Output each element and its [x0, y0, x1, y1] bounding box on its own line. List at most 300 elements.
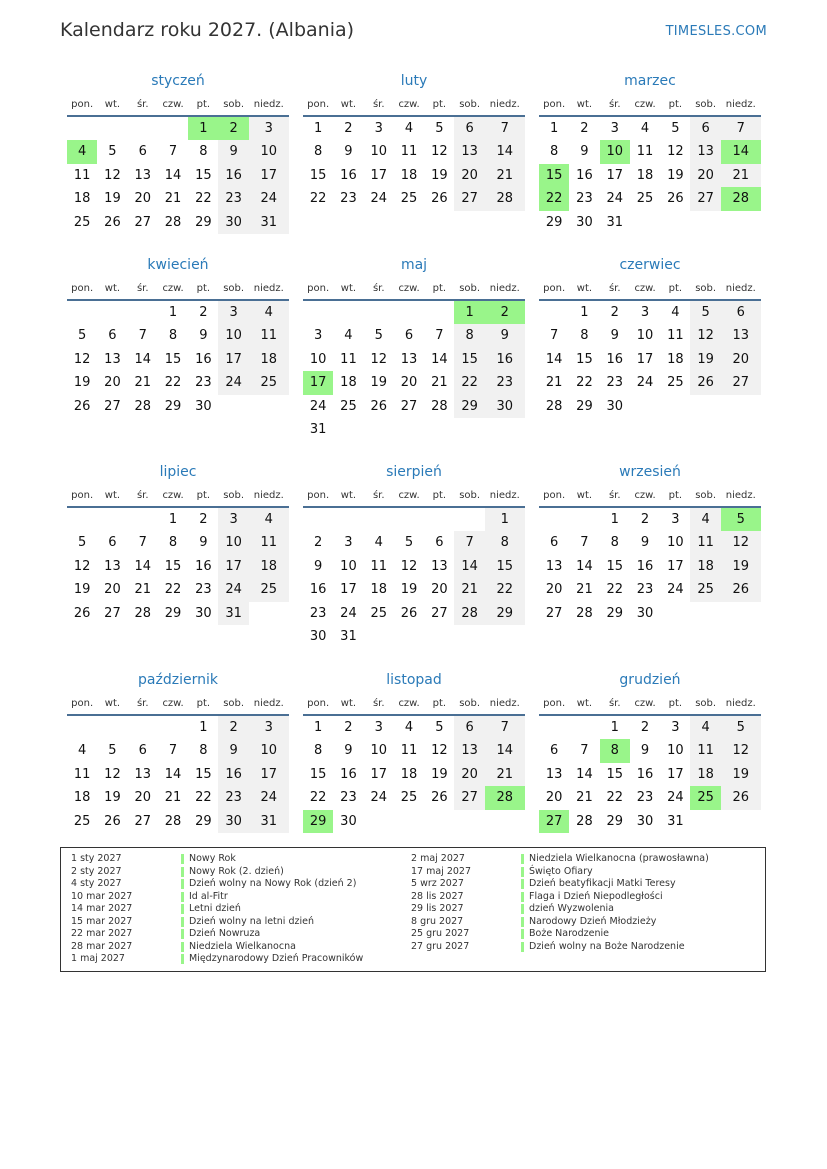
day-cell: 14 [721, 140, 761, 163]
day-cell: 24 [667, 582, 684, 598]
day-cell: 2 [485, 301, 525, 324]
day-cell: 27 [431, 605, 448, 621]
weekday-label: wt. [340, 698, 357, 709]
day-cell: 10 [370, 743, 388, 759]
holiday-color-marker [181, 954, 184, 964]
day-cell: 9 [610, 328, 619, 344]
day-cell: 3 [671, 512, 680, 527]
day-cell: 24 [218, 578, 248, 601]
weekday-label: śr. [608, 283, 621, 294]
day-cell: 29 [195, 214, 212, 230]
day-cell: 2 [314, 535, 323, 551]
holiday-color-marker [181, 917, 184, 927]
weekday-label: czw. [634, 698, 656, 709]
day-cell: 20 [690, 164, 720, 187]
weekday-label: niedz. [725, 99, 756, 110]
weekday-label: pt. [196, 283, 211, 294]
empty-cell [539, 716, 569, 739]
weekday-label: pt. [432, 283, 447, 294]
weekday-label: niedz. [489, 283, 520, 294]
day-cell: 22 [576, 375, 593, 391]
day-cell: 19 [721, 763, 761, 786]
empty-cell [424, 301, 454, 324]
day-cell: 21 [164, 790, 182, 806]
day-cell: 19 [721, 555, 761, 578]
weekday-label: śr. [608, 490, 621, 501]
day-cell: 20 [431, 582, 448, 598]
holiday-color-marker [521, 867, 524, 877]
day-cell: 15 [485, 555, 525, 578]
day-cell: 10 [667, 743, 684, 759]
legend-holiday-name: dzień Wyzwolenia [529, 903, 614, 914]
legend-date: 29 lis 2027 [411, 903, 464, 914]
day-cell: 24 [370, 790, 388, 806]
day-cell: 17 [340, 582, 357, 598]
day-cell: 17 [370, 167, 388, 183]
day-cell: 16 [195, 558, 212, 574]
day-cell: 8 [485, 531, 525, 554]
day-cell: 3 [610, 121, 619, 136]
day-cell: 15 [195, 167, 212, 183]
day-cell: 2 [610, 305, 619, 320]
day-cell: 2 [640, 720, 650, 735]
empty-cell [128, 508, 158, 531]
day-cell: 22 [485, 578, 525, 601]
day-grid [539, 117, 761, 234]
legend-holiday-name: Niedziela Wielkanocna (prawosławna) [529, 853, 709, 864]
day-cell: 11 [400, 144, 418, 160]
day-cell: 24 [606, 191, 624, 207]
day-cell: 21 [576, 582, 593, 598]
day-cell: 8 [168, 328, 178, 344]
day-cell: 16 [485, 348, 525, 371]
legend-holiday-name: Międzynarodowy Dzień Pracowników [189, 953, 364, 964]
day-cell: 3 [671, 720, 680, 735]
day-cell: 26 [104, 813, 121, 829]
day-cell: 12 [104, 766, 121, 782]
day-cell: 24 [218, 371, 248, 394]
weekday-label: sob. [459, 99, 481, 110]
day-cell: 27 [545, 605, 563, 621]
day-cell: 29 [545, 214, 563, 230]
day-cell: 30 [195, 605, 212, 621]
weekday-header [539, 697, 761, 716]
weekday-label: sob. [223, 283, 245, 294]
day-cell: 30 [218, 810, 248, 833]
day-cell: 6 [550, 535, 559, 551]
day-cell: 2 [580, 121, 589, 136]
day-cell: 5 [78, 328, 87, 344]
weekday-label: śr. [372, 99, 385, 110]
weekday-label: pt. [432, 490, 447, 501]
day-cell: 6 [404, 328, 414, 344]
day-cell: 8 [600, 739, 630, 762]
weekday-label: sob. [459, 283, 481, 294]
day-cell: 22 [164, 582, 182, 598]
weekday-label: pon. [543, 698, 566, 709]
holiday-color-marker [181, 854, 184, 864]
day-cell: 14 [545, 351, 563, 367]
weekday-label: niedz. [489, 698, 520, 709]
day-cell: 13 [545, 766, 563, 782]
empty-cell [97, 508, 127, 531]
day-cell: 28 [545, 398, 563, 414]
day-cell: 4 [690, 716, 720, 739]
day-cell: 19 [400, 582, 418, 598]
day-cell: 26 [73, 398, 91, 414]
day-cell: 30 [606, 398, 624, 414]
day-cell: 27 [454, 187, 484, 210]
legend-holiday-name: Dzień beatyfikacji Matki Teresy [529, 878, 676, 889]
empty-cell [333, 301, 363, 324]
day-cell: 3 [249, 716, 289, 739]
day-cell: 31 [340, 628, 357, 644]
weekday-header [539, 282, 761, 301]
day-cell: 27 [104, 605, 121, 621]
day-cell: 12 [431, 743, 448, 759]
day-cell: 5 [404, 535, 414, 551]
day-cell: 24 [309, 398, 327, 414]
legend-holiday-name: Dzień wolny na Nowy Rok (dzień 2) [189, 878, 357, 889]
day-cell: 26 [400, 605, 418, 621]
day-cell: 23 [636, 790, 654, 806]
day-cell: 21 [485, 164, 525, 187]
day-cell: 5 [108, 743, 117, 759]
day-cell: 21 [134, 582, 152, 598]
day-cell: 20 [104, 582, 121, 598]
day-cell: 6 [138, 144, 147, 160]
day-cell: 3 [344, 535, 353, 551]
weekday-label: pt. [668, 698, 683, 709]
day-cell: 6 [690, 117, 720, 140]
day-cell: 26 [721, 578, 761, 601]
month-calendar [539, 73, 761, 234]
empty-cell [569, 716, 599, 739]
day-cell: 6 [108, 328, 117, 344]
day-cell: 10 [667, 535, 684, 551]
day-cell: 20 [104, 375, 121, 391]
day-cell: 12 [400, 558, 418, 574]
weekday-label: czw. [398, 490, 420, 501]
day-cell: 24 [249, 187, 289, 210]
day-cell: 12 [73, 351, 91, 367]
weekday-label: niedz. [489, 490, 520, 501]
day-cell: 21 [454, 578, 484, 601]
month-calendar [303, 464, 525, 648]
weekday-label: sob. [223, 698, 245, 709]
day-cell: 17 [249, 164, 289, 187]
legend-date: 15 mar 2027 [71, 915, 133, 927]
weekday-label: pon. [71, 490, 94, 501]
weekday-label: sob. [223, 490, 245, 501]
month-calendar [303, 672, 525, 833]
holiday-color-marker [181, 929, 184, 939]
day-cell: 22 [195, 790, 212, 806]
weekday-label: czw. [162, 99, 184, 110]
weekday-header [539, 98, 761, 117]
day-cell: 23 [195, 582, 212, 598]
day-cell: 20 [400, 375, 418, 391]
day-cell: 12 [370, 351, 388, 367]
day-cell: 24 [636, 375, 654, 391]
day-cell: 13 [431, 558, 448, 574]
day-cell: 4 [249, 301, 289, 324]
day-cell: 23 [218, 786, 248, 809]
weekday-label: pon. [71, 283, 94, 294]
brand-link[interactable]: TIMESLES.COM [665, 24, 767, 39]
day-cell: 13 [400, 351, 418, 367]
day-cell: 25 [690, 578, 720, 601]
day-cell: 10 [370, 144, 388, 160]
legend-date: 2 maj 2027 [411, 853, 465, 864]
holiday-color-marker [521, 904, 524, 914]
day-cell: 1 [485, 508, 525, 531]
day-cell: 23 [309, 605, 327, 621]
day-grid [539, 716, 761, 833]
day-cell: 19 [667, 167, 684, 183]
day-cell: 10 [309, 351, 327, 367]
day-cell: 29 [485, 602, 525, 625]
day-cell: 6 [550, 743, 559, 759]
weekday-label: pon. [543, 99, 566, 110]
day-cell: 22 [454, 371, 484, 394]
day-cell: 8 [550, 144, 559, 160]
day-cell: 21 [721, 164, 761, 187]
day-cell: 7 [435, 328, 444, 344]
month-name: październik [138, 672, 218, 688]
legend-date: 28 lis 2027 [411, 890, 464, 902]
day-cell: 30 [218, 211, 248, 234]
day-grid [67, 716, 289, 833]
day-cell: 23 [218, 187, 248, 210]
day-cell: 18 [400, 766, 418, 782]
day-cell: 19 [431, 766, 448, 782]
day-cell: 20 [721, 348, 761, 371]
day-cell: 18 [400, 167, 418, 183]
day-cell: 17 [667, 766, 684, 782]
weekday-header [303, 282, 525, 301]
day-cell: 27 [134, 813, 152, 829]
weekday-label: wt. [104, 490, 121, 501]
day-cell: 5 [690, 301, 720, 324]
weekday-label: niedz. [725, 283, 756, 294]
day-cell: 18 [249, 555, 289, 578]
day-cell: 1 [199, 720, 208, 735]
day-cell: 18 [667, 351, 684, 367]
day-cell: 31 [606, 214, 624, 230]
weekday-label: wt. [340, 283, 357, 294]
day-grid [67, 508, 289, 625]
day-cell: 21 [431, 375, 448, 391]
day-cell: 19 [73, 582, 91, 598]
day-cell: 19 [431, 167, 448, 183]
holiday-color-marker [521, 892, 524, 902]
day-cell: 26 [73, 605, 91, 621]
day-cell: 4 [640, 121, 650, 136]
day-cell: 14 [485, 140, 525, 163]
holiday-color-marker [521, 929, 524, 939]
day-cell: 18 [73, 191, 91, 207]
day-cell: 7 [580, 535, 589, 551]
day-cell: 5 [108, 144, 117, 160]
day-grid [539, 508, 761, 625]
day-cell: 13 [454, 739, 484, 762]
weekday-label: czw. [162, 698, 184, 709]
page-title: Kalendarz roku 2027. (Albania) [60, 19, 355, 41]
day-cell: 3 [218, 301, 248, 324]
day-cell: 22 [309, 191, 327, 207]
day-cell: 26 [431, 191, 448, 207]
legend-holiday-name: Nowy Rok [189, 853, 236, 864]
empty-cell [394, 301, 424, 324]
day-cell: 25 [667, 375, 684, 391]
day-cell: 29 [195, 813, 212, 829]
day-cell: 9 [218, 739, 248, 762]
day-cell: 9 [199, 328, 208, 344]
weekday-label: pt. [668, 99, 683, 110]
weekday-label: śr. [608, 698, 621, 709]
legend-holiday-name: Święto Ofiary [529, 865, 593, 877]
day-cell: 4 [249, 508, 289, 531]
weekday-label: sob. [695, 99, 717, 110]
day-cell: 14 [576, 558, 593, 574]
weekday-label: wt. [340, 490, 357, 501]
legend-date: 4 sty 2027 [71, 878, 122, 889]
day-cell: 9 [344, 743, 353, 759]
month-name: lipiec [159, 464, 197, 480]
day-cell: 9 [199, 535, 208, 551]
weekday-label: pon. [307, 99, 330, 110]
legend-holiday-name: Flaga i Dzień Niepodległości [529, 890, 663, 902]
day-cell: 1 [454, 301, 484, 324]
weekday-header [539, 489, 761, 508]
empty-cell [303, 508, 333, 531]
month-calendar [303, 257, 525, 441]
weekday-label: pt. [668, 283, 683, 294]
day-cell: 4 [671, 305, 680, 320]
day-cell: 12 [721, 531, 761, 554]
holiday-color-marker [521, 854, 524, 864]
day-cell: 15 [195, 766, 212, 782]
weekday-label: niedz. [253, 99, 284, 110]
day-cell: 25 [249, 578, 289, 601]
day-cell: 22 [195, 191, 212, 207]
empty-cell [128, 716, 158, 739]
day-cell: 27 [690, 187, 720, 210]
day-cell: 17 [606, 167, 624, 183]
day-cell: 28 [485, 187, 525, 210]
weekday-label: sob. [459, 490, 481, 501]
day-cell: 5 [435, 121, 444, 136]
day-cell: 10 [636, 328, 654, 344]
weekday-label: pt. [432, 698, 447, 709]
weekday-label: śr. [136, 99, 149, 110]
day-cell: 29 [606, 813, 624, 829]
legend-holiday-name: Nowy Rok (2. dzień) [189, 865, 284, 877]
day-cell: 26 [721, 786, 761, 809]
weekday-label: śr. [136, 698, 149, 709]
day-cell: 25 [400, 790, 418, 806]
day-cell: 11 [340, 351, 357, 367]
weekday-label: pt. [668, 490, 683, 501]
day-cell: 13 [134, 766, 152, 782]
weekday-label: śr. [136, 490, 149, 501]
weekday-label: niedz. [253, 283, 284, 294]
holiday-color-marker [521, 942, 524, 952]
day-cell: 1 [314, 720, 323, 735]
day-cell: 26 [431, 790, 448, 806]
month-name: wrzesień [619, 464, 681, 480]
day-cell: 2 [344, 121, 353, 136]
day-cell: 28 [485, 786, 525, 809]
weekday-header [67, 98, 289, 117]
day-cell: 22 [606, 582, 624, 598]
day-cell: 14 [164, 167, 182, 183]
day-cell: 4 [67, 140, 97, 163]
day-cell: 28 [431, 398, 448, 414]
day-cell: 5 [721, 508, 761, 531]
day-cell: 25 [690, 786, 720, 809]
day-cell: 20 [134, 790, 152, 806]
day-cell: 15 [454, 348, 484, 371]
day-cell: 8 [580, 328, 589, 344]
day-cell: 30 [309, 628, 327, 644]
day-cell: 24 [340, 605, 357, 621]
weekday-label: pon. [71, 698, 94, 709]
day-cell: 26 [370, 398, 388, 414]
day-cell: 5 [435, 720, 444, 735]
day-cell: 1 [610, 720, 619, 735]
day-cell: 16 [340, 766, 357, 782]
legend-date: 2 sty 2027 [71, 865, 122, 877]
day-cell: 23 [606, 375, 624, 391]
day-cell: 30 [340, 813, 357, 829]
day-cell: 30 [485, 395, 525, 418]
day-cell: 17 [218, 555, 248, 578]
weekday-header [303, 98, 525, 117]
weekday-header [303, 489, 525, 508]
day-cell: 3 [374, 121, 383, 136]
day-cell: 15 [164, 558, 182, 574]
day-cell: 10 [340, 558, 357, 574]
empty-cell [454, 508, 484, 531]
day-cell: 17 [636, 351, 654, 367]
day-cell: 8 [314, 144, 323, 160]
day-cell: 5 [671, 121, 680, 136]
day-cell: 11 [73, 766, 91, 782]
day-cell: 10 [600, 140, 630, 163]
legend-date: 14 mar 2027 [71, 903, 133, 914]
day-cell: 15 [539, 164, 569, 187]
day-cell: 20 [454, 763, 484, 786]
day-cell: 14 [134, 558, 152, 574]
empty-cell [97, 117, 127, 140]
day-cell: 3 [374, 720, 383, 735]
day-cell: 12 [690, 324, 720, 347]
day-cell: 6 [454, 117, 484, 140]
day-cell: 23 [195, 375, 212, 391]
legend-holiday-name: Dzień wolny na Boże Narodzenie [529, 940, 685, 952]
day-cell: 25 [249, 371, 289, 394]
day-cell: 25 [73, 214, 91, 230]
empty-cell [128, 117, 158, 140]
day-cell: 6 [454, 716, 484, 739]
month-calendar [303, 73, 525, 211]
day-cell: 6 [108, 535, 117, 551]
day-cell: 4 [404, 121, 414, 136]
day-cell: 24 [249, 786, 289, 809]
weekday-label: wt. [576, 283, 593, 294]
